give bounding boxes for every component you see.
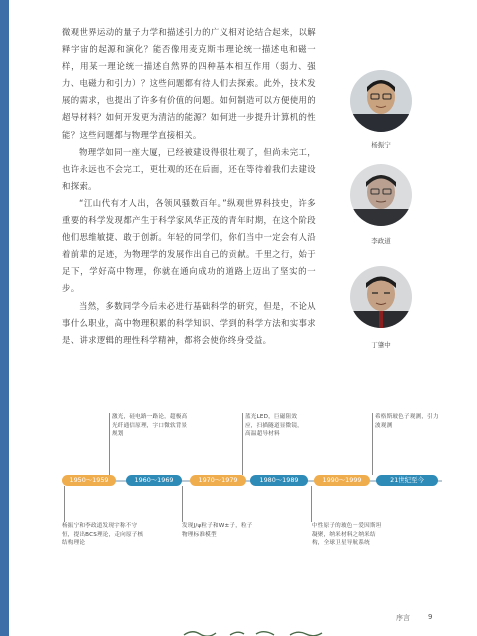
portrait-2-caption: 李政道 [371,237,391,245]
portrait-2-image [350,164,412,226]
portrait-1 [350,70,412,132]
page-number: 9 [428,613,433,621]
portrait-1-image [350,70,412,132]
timeline-stem [372,413,373,475]
portrait-3-caption: 丁肇中 [371,341,391,349]
main-text [62,24,316,349]
timeline-stem [311,486,312,522]
paragraph-2: 物理学如同一座大厦，已经被建设得很壮观了，但尚未完工，也许永远也不会完工，更壮观的还在后面，还在等待着我们去建设和探索。 [62,146,316,191]
page-edge-bar [0,0,9,636]
timeline-note-below-1: 杨振宁和李政道发现宇称不守恒，提出BCS理论，走向原子核结构理论 [62,523,144,547]
paragraph-4: 当然，多数同学今后未必进行基础科学的研究，但是，不论从事什么职业，高中物理积累的科学知识、学到的科学方法和实事求是、讲求逻辑的理性科学精神，都将会使你终身受益。 [62,300,316,345]
paragraph-3: “江山代有才人出，各领风骚数百年。”纵观世界科技史，许多重要的科学发现都产生于科学家风华正茂的青年时期，在这个阶段他们思维敏捷、敢于创新。年轻的同学们，你们当中一定会有人沿着前辈的足迹，为物理学的发展作出自己的贡献。千里之行，始于足下，学好高中物理，你就在通向成功的道路上迈出了坚实的一步。 [62,197,316,294]
timeline-period-2: 1960～1969 [126,475,182,486]
timeline-stem [182,486,183,522]
timeline [62,401,442,571]
timeline-period-1: 1950～1959 [62,475,116,486]
timeline-note-above-3: 希格斯玻色子观测，引力波观测 [375,414,439,429]
timeline-period-3: 1970～1979 [190,475,246,486]
portrait-1-caption: 杨振宁 [371,141,391,149]
timeline-note-below-3: 中性原子的玻色－爱因斯坦凝聚，纳米材料之纳米结构，全球卫星导航系统 [312,523,382,547]
timeline-stem [109,413,110,475]
timeline-stem [242,413,243,475]
footer-section-label: 序言 [396,614,410,622]
paragraph-1: 微观世界运动的量子力学和描述引力的广义相对论结合起来，以解释宇宙的起源和演化？能否像用麦克斯韦理论统一描述电和磁一样，用某一理论统一描述自然界的四种基本相互作用（弱力、强力、电磁力和引力）？这些问题都有待人们去探索。此外，技术发展的需求，也提出了许多有价值的问题。如何制造可以方便使用的超导材料？如何开发更为清洁的能源？如何进一步提升计算机的性能？这些问题都与物理学直接相关。 [62,27,316,140]
timeline-stem [64,486,65,522]
timeline-note-above-1: 激光，硅电路一路论，超极高光纤通信原理，字口微软背景规划 [112,414,188,438]
portrait-3-image [350,266,412,328]
timeline-note-below-2: 发现J/ψ粒子和W±子，粒子物理标准模型 [182,523,253,538]
portrait-2 [350,164,412,226]
timeline-period-5: 1990～1999 [314,475,370,486]
timeline-note-above-2: 蓝光LED，巨磁阻效应，扫描隧道显微镜，高温超导材料 [245,414,303,438]
timeline-period-4: 1980～1989 [250,475,308,486]
handwriting-fragment [182,628,332,636]
timeline-period-6: 21世纪至今 [376,475,438,486]
portrait-3 [350,266,412,328]
